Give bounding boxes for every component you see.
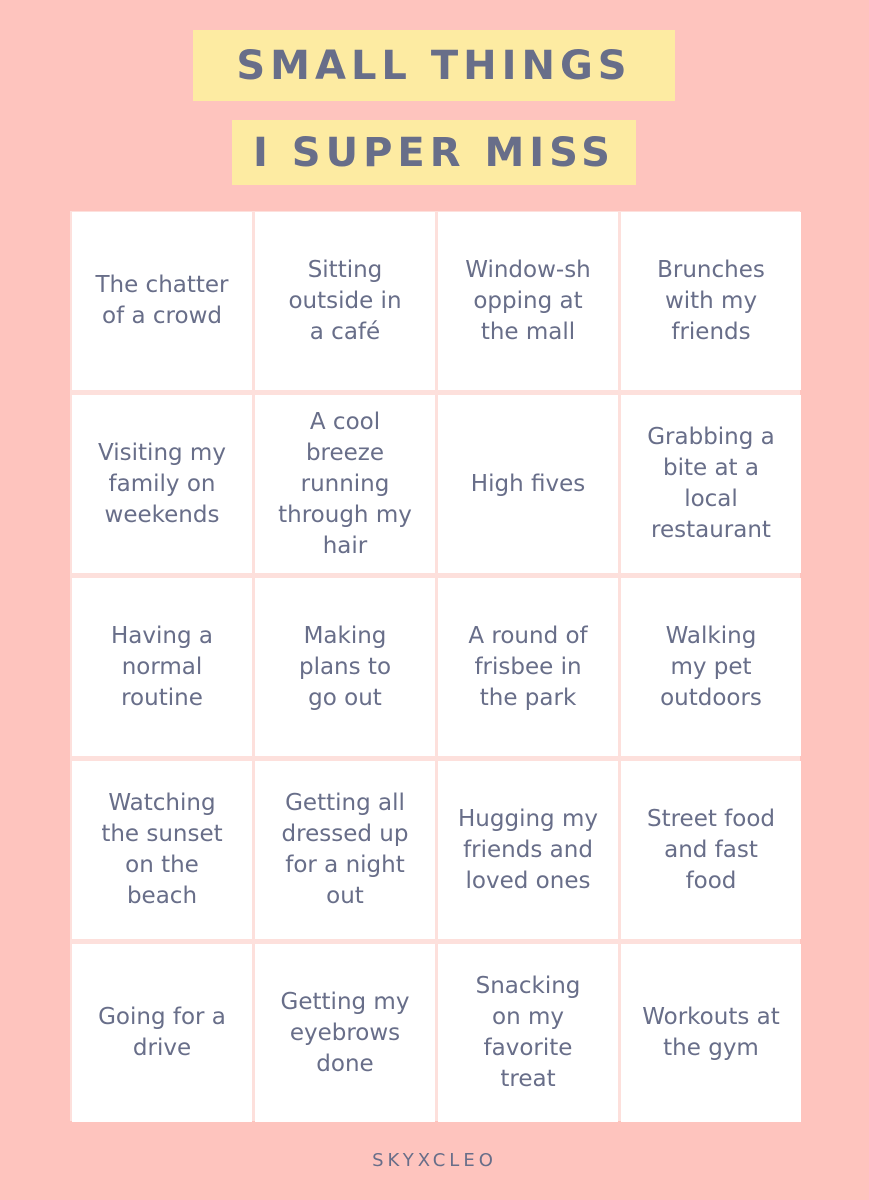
grid-cell <box>438 944 618 1122</box>
cell-text: Sitting outside in a café <box>288 256 402 345</box>
cell-text: Getting all dressed up for a night out <box>281 790 409 909</box>
cell-text: Having a normal routine <box>111 622 213 711</box>
grid-cell <box>621 761 801 939</box>
grid-cell <box>255 395 435 573</box>
cell-text: The chatter of a crowd <box>95 272 229 329</box>
cell-text: Snacking on my favorite treat <box>475 973 581 1092</box>
grid-cell <box>621 395 801 573</box>
cell-text: Making plans to go out <box>298 622 392 711</box>
cell-text: Hugging my friends and loved ones <box>458 805 598 894</box>
cell-text: Visiting my family on weekends <box>98 439 226 528</box>
cell-text: Walking my pet outdoors <box>660 622 762 711</box>
cell-text: Watching the sunset on the beach <box>101 790 223 909</box>
brand-footer: SKYXCLEO <box>372 1150 497 1171</box>
cell-text: A cool breeze running through my hair <box>278 408 412 559</box>
cell-text: Street food and fast food <box>646 805 776 894</box>
grid-cell <box>255 944 435 1122</box>
grid-cell <box>621 212 801 390</box>
title-line-2: I SUPER MISS <box>232 120 636 185</box>
grid-cell <box>255 578 435 756</box>
cell-text: Brunches with my friends <box>657 256 765 345</box>
cell-text: Window-sh opping at the mall <box>465 256 591 345</box>
title-line-1: SMALL THINGS <box>193 30 675 101</box>
grid-cell <box>621 944 801 1122</box>
grid-cell <box>255 761 435 939</box>
grid-cell <box>438 395 618 573</box>
cell-text: Getting my eyebrows done <box>280 988 410 1077</box>
grid-cell <box>72 761 252 939</box>
grid-cell <box>438 578 618 756</box>
cell-text: High fives <box>470 470 586 497</box>
grid-cell <box>72 944 252 1122</box>
cell-text: A round of frisbee in the park <box>468 622 588 711</box>
cell-text: Going for a drive <box>98 1004 226 1061</box>
cell-text: Grabbing a bite at a local restaurant <box>647 424 775 543</box>
grid-cell <box>438 761 618 939</box>
grid-cell <box>621 578 801 756</box>
bingo-grid <box>70 211 800 1121</box>
grid-cell <box>72 578 252 756</box>
grid-cell <box>72 212 252 390</box>
cell-text: Workouts at the gym <box>642 1004 780 1061</box>
grid-cell <box>438 212 618 390</box>
grid-cell <box>255 212 435 390</box>
grid-cell <box>72 395 252 573</box>
